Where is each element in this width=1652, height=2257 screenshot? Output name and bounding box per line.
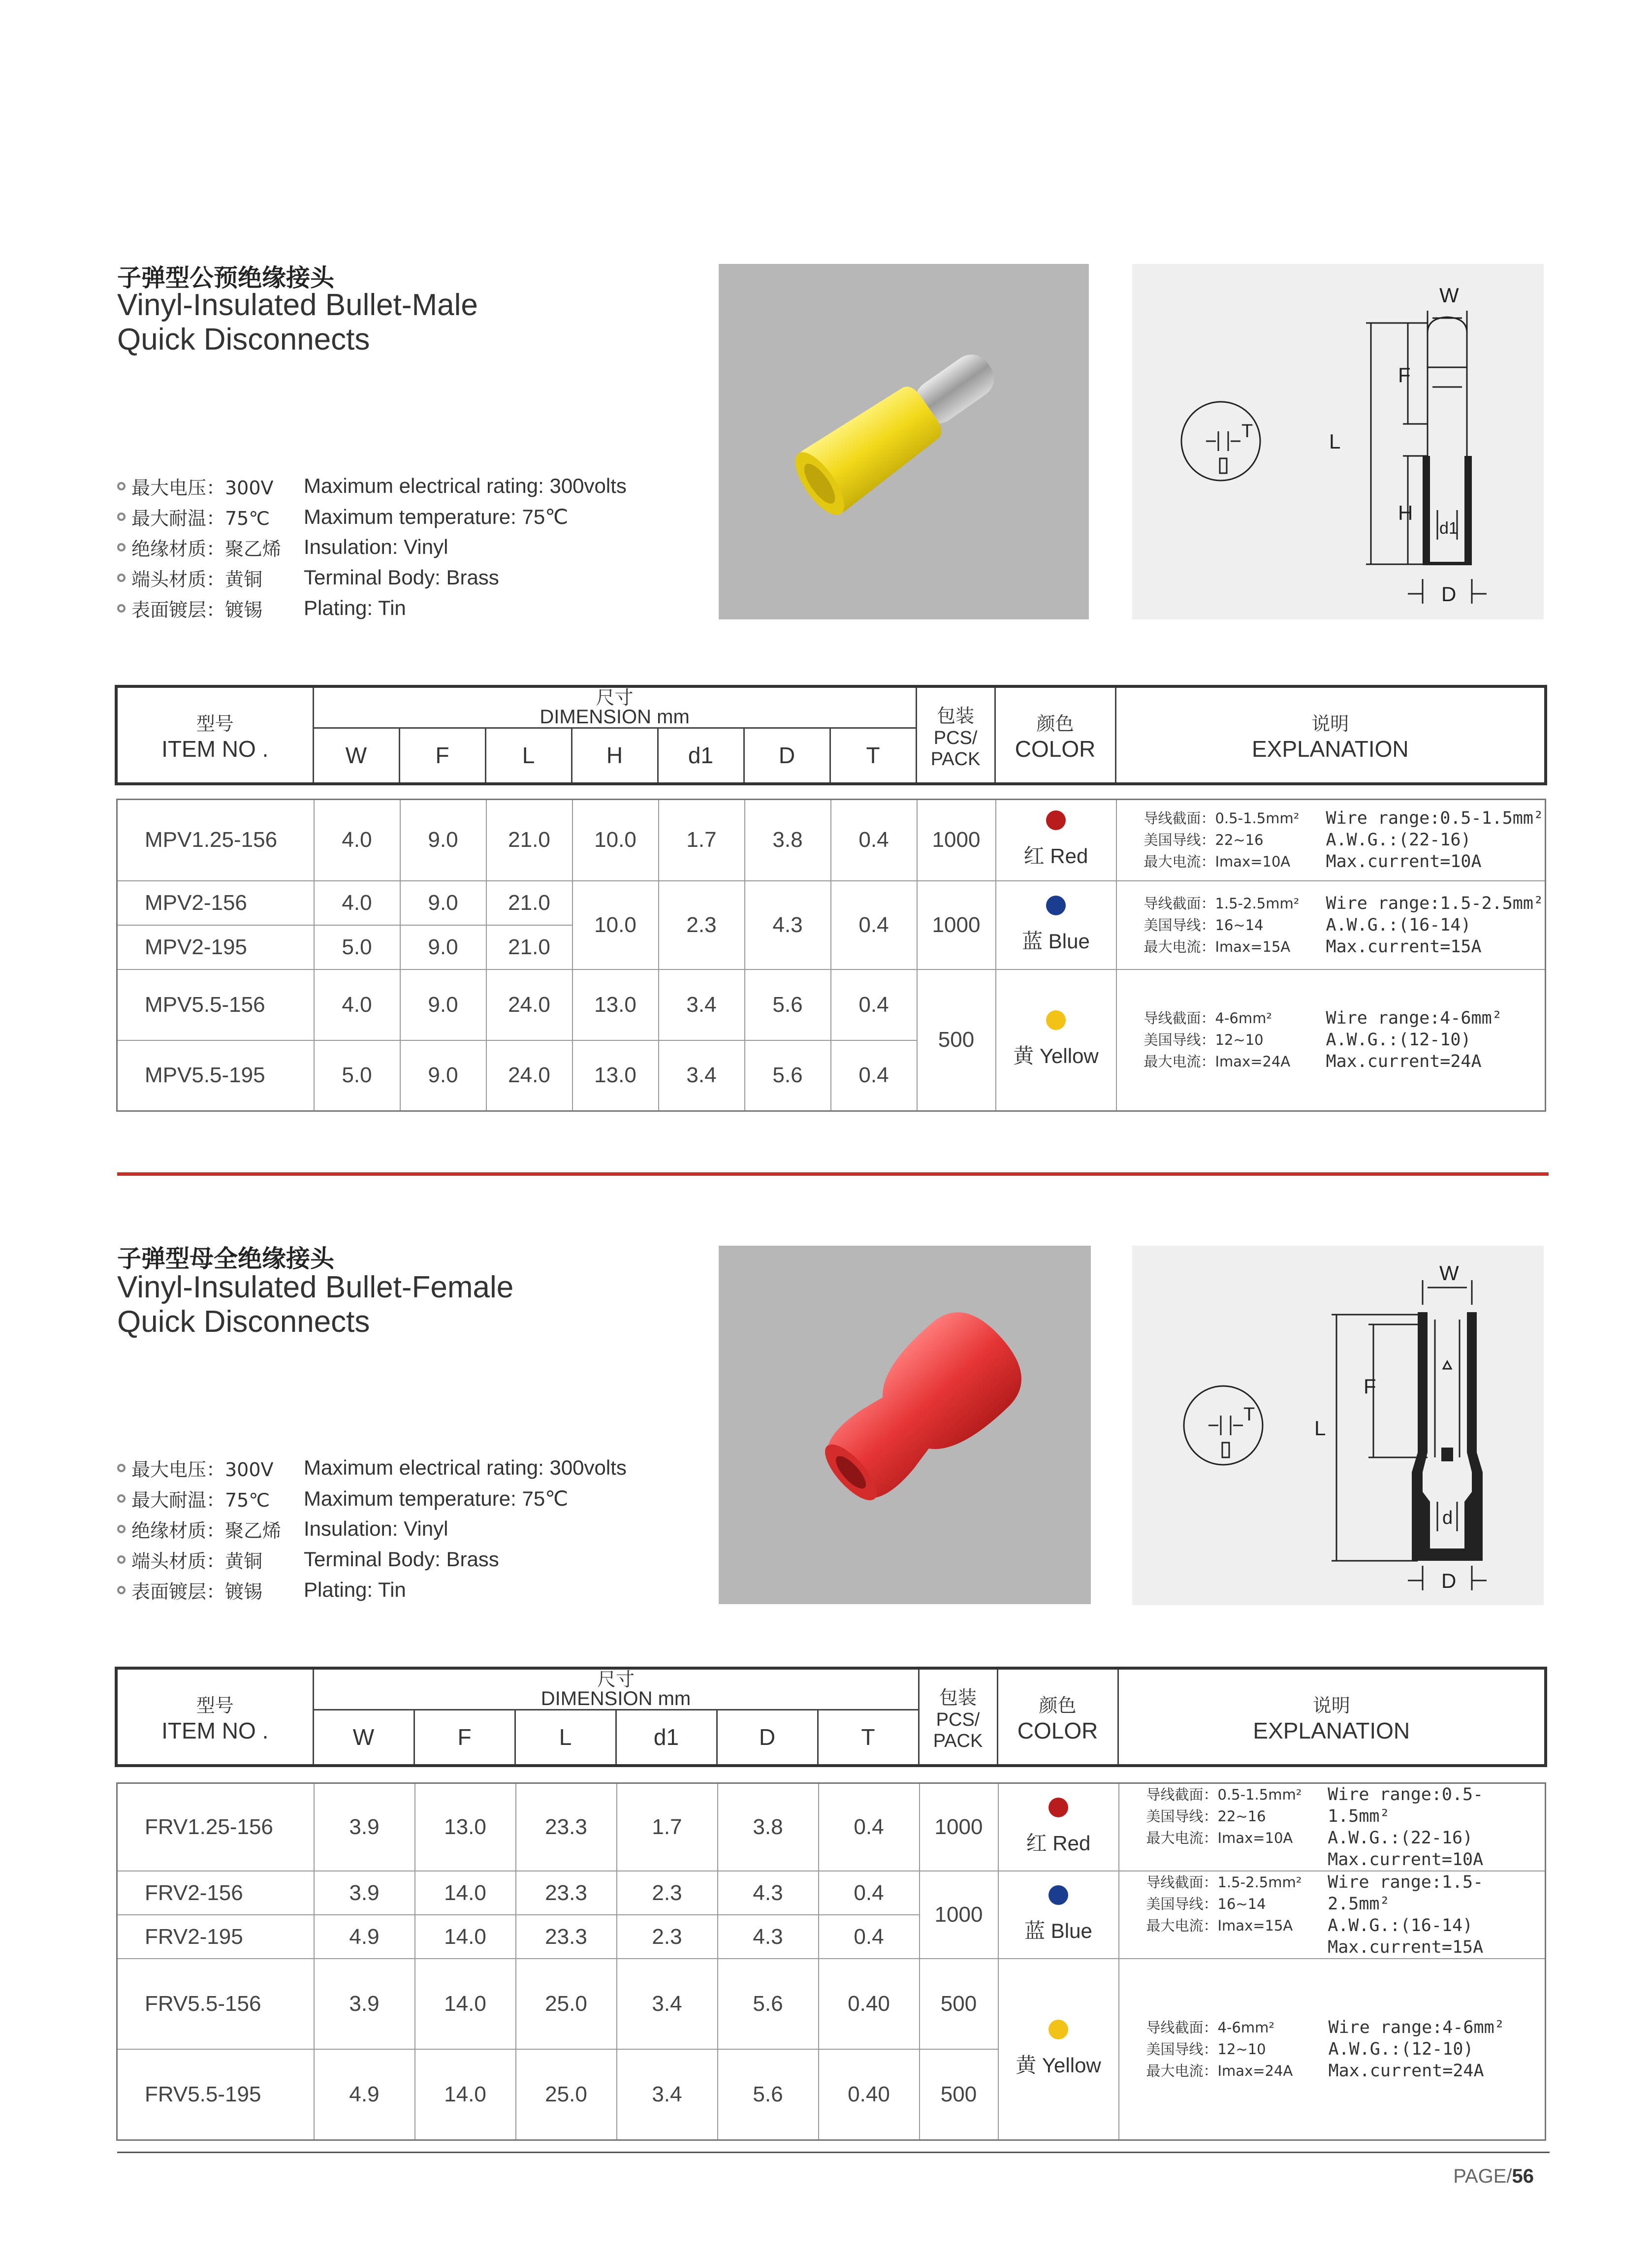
expl-en-line: Max.current=10A	[1328, 1850, 1484, 1870]
dim-label-t: T	[1243, 1404, 1255, 1425]
male-bullet-image	[719, 264, 1089, 619]
cell-f: 14.0	[415, 1915, 516, 1959]
dim-label-w: W	[1439, 284, 1459, 307]
cell-f: 9.0	[400, 800, 486, 881]
cell-pack: 1000	[920, 1871, 998, 1959]
cell-t: 0.40	[819, 1959, 920, 2049]
cell-item: MPV5.5-195	[117, 1040, 314, 1111]
header-expl-en: EXPLANATION	[1251, 736, 1409, 762]
header-explanation	[1115, 686, 1546, 784]
expl-cn-line: 美国导线：22~16	[1146, 1808, 1266, 1825]
male-bullet-product-photo	[719, 264, 1089, 619]
bullet-icon	[117, 604, 126, 613]
spec-item	[117, 471, 627, 501]
spec-item	[117, 1575, 627, 1605]
cell-w: 3.9	[314, 1959, 415, 2049]
spec-en: Maximum temperature: 75℃	[304, 1486, 569, 1510]
expl-cn-line: 最大电流：Imax=24A	[1146, 2062, 1293, 2079]
cell-f: 9.0	[400, 969, 486, 1040]
bullet-icon	[117, 482, 126, 490]
dim-label-d-inner: d	[1442, 1508, 1453, 1528]
yellow-color-dot	[1046, 1010, 1066, 1030]
cell-pack: 500	[917, 969, 996, 1111]
header-col-t: T	[830, 728, 916, 784]
cell-d1: 2.3	[617, 1915, 718, 1959]
header-item-no	[116, 1668, 313, 1766]
expl-en-line: Max.current=24A	[1328, 2061, 1484, 2081]
cell-d1: 2.3	[659, 881, 745, 969]
cell-l: 24.0	[486, 969, 572, 1040]
female-bullet-technical-drawing	[1132, 1246, 1544, 1605]
dimension-drawing-svg	[1132, 1246, 1544, 1605]
footer-divider	[117, 2152, 1550, 2153]
female-bullet-product-photo	[719, 1246, 1091, 1604]
cell-explanation	[1119, 1959, 1546, 2140]
cell-t: 0.40	[819, 2049, 920, 2140]
header-item-en: ITEM NO .	[161, 1717, 269, 1743]
color-name: 红 Red	[1026, 1832, 1091, 1855]
cell-d1: 1.7	[617, 1783, 718, 1871]
spec-en: Insulation: Vinyl	[304, 1517, 448, 1540]
spec-cn: 端头材质：黄铜	[131, 1550, 263, 1572]
cell-w: 4.9	[314, 1915, 415, 1959]
spec-item	[117, 532, 627, 562]
cell-w: 3.9	[314, 1871, 415, 1915]
female-bullet-image	[719, 1246, 1091, 1604]
expl-en-line: A.W.G.:(12-10)	[1328, 2039, 1474, 2059]
cell-t: 0.4	[831, 881, 917, 969]
cell-item: MPV1.25-156	[117, 800, 314, 881]
spec-en: Maximum temperature: 75℃	[304, 505, 569, 528]
spec-en: Maximum electrical rating: 300volts	[304, 1456, 627, 1479]
cell-f: 9.0	[400, 881, 486, 925]
header-dim-cn: 尺寸	[596, 686, 634, 709]
header-item-cn: 型号	[196, 712, 234, 735]
header-pack-cn: 包装	[939, 1686, 977, 1709]
cell-w: 4.9	[314, 2049, 415, 2140]
cell-l: 21.0	[486, 800, 572, 881]
spec-cn: 最大电压：300V	[131, 477, 274, 499]
expl-en-line: Max.current=24A	[1326, 1052, 1482, 1072]
red-color-dot	[1046, 810, 1066, 830]
blue-color-dot	[1046, 896, 1066, 915]
cell-h: 10.0	[572, 881, 659, 969]
dim-label-w: W	[1439, 1261, 1459, 1285]
bullet-icon	[117, 1586, 126, 1594]
expl-cn-line: 最大电流：Imax=10A	[1146, 1830, 1293, 1846]
header-dim-en: DIMENSION mm	[540, 1687, 691, 1709]
header-col-l: L	[515, 1709, 616, 1766]
cell-explanation	[1116, 881, 1546, 969]
bullet-icon	[117, 1464, 126, 1472]
header-item-cn: 型号	[196, 1694, 234, 1716]
cell-d: 5.6	[718, 2049, 819, 2140]
cell-w: 4.0	[314, 969, 400, 1040]
header-pack-en: PACK	[930, 748, 981, 770]
dim-label-d: D	[1441, 582, 1457, 606]
cell-f: 14.0	[415, 2049, 516, 2140]
cell-t: 0.4	[831, 969, 917, 1040]
expl-en-line: A.W.G.:(16-14)	[1328, 1916, 1473, 1935]
header-color-en: COLOR	[1017, 1717, 1098, 1743]
page-number	[1453, 2165, 1534, 2188]
header-explanation	[1118, 1668, 1546, 1766]
section-1-title-en-line1: Vinyl-Insulated Bullet-Male	[117, 288, 478, 322]
cell-d: 4.3	[718, 1915, 819, 1959]
cell-pack: 500	[920, 2049, 998, 2140]
color-name: 蓝 Blue	[1022, 929, 1090, 953]
header-col-d: D	[717, 1709, 818, 1766]
cell-f: 14.0	[415, 1959, 516, 2049]
expl-en-line: Wire range:0.5-1.5mm²	[1328, 1785, 1484, 1826]
spec-en: Insulation: Vinyl	[304, 535, 448, 558]
spec-item	[117, 1452, 627, 1483]
cell-f: 9.0	[400, 1040, 486, 1111]
header-dim-en: DIMENSION mm	[540, 706, 690, 728]
section-2-title-en-line1: Vinyl-Insulated Bullet-Female	[117, 1270, 514, 1304]
header-item-en: ITEM NO .	[161, 736, 269, 762]
header-expl-cn: 说明	[1312, 1694, 1350, 1716]
expl-cn-line: 导线截面：0.5-1.5mm²	[1144, 810, 1300, 827]
cell-item: FRV5.5-156	[117, 1959, 314, 2049]
spec-item	[117, 562, 627, 593]
header-pack	[916, 686, 995, 784]
cell-l: 25.0	[516, 1959, 617, 2049]
header-dimension	[313, 1668, 919, 1709]
section-1-spec-list	[117, 471, 627, 623]
header-col-h: H	[572, 728, 658, 784]
cell-pack: 1000	[917, 881, 996, 969]
expl-en-line: Wire range:4-6mm²	[1328, 2017, 1505, 2037]
expl-cn-line: 导线截面：4-6mm²	[1144, 1010, 1272, 1027]
cell-explanation	[1119, 1783, 1546, 1871]
spec-cn: 最大耐温：75℃	[131, 507, 270, 529]
spec-cn: 表面镀层：镀锡	[131, 599, 263, 621]
dim-label-d1: d1	[1439, 519, 1458, 538]
cell-l: 24.0	[486, 1040, 572, 1111]
color-name: 红 Red	[1023, 844, 1088, 868]
expl-en-line: A.W.G.:(12-10)	[1326, 1030, 1471, 1050]
dim-label-d: D	[1441, 1569, 1457, 1592]
header-pack-cn: 包装	[937, 705, 975, 727]
header-color	[995, 686, 1115, 784]
cell-w: 4.0	[314, 881, 400, 925]
male-bullet-technical-drawing	[1132, 264, 1544, 619]
bullet-icon	[117, 574, 126, 582]
expl-en-line: Wire range:4-6mm²	[1326, 1008, 1502, 1029]
expl-cn-line: 美国导线：12~10	[1146, 2040, 1266, 2058]
header-color	[997, 1668, 1118, 1766]
header-col-w: W	[313, 1709, 414, 1766]
cell-h: 10.0	[572, 800, 659, 881]
cell-item: FRV1.25-156	[117, 1783, 314, 1871]
spec-item	[117, 501, 627, 532]
cell-item: FRV2-156	[117, 1871, 314, 1915]
section-1-title-en-line2: Quick Disconnects	[117, 322, 370, 356]
spec-cn: 表面镀层：镀锡	[131, 1580, 263, 1603]
cell-color-red	[998, 1783, 1119, 1871]
cell-d: 5.6	[718, 1959, 819, 2049]
section-1-table-body	[116, 799, 1546, 1112]
yellow-color-dot	[1048, 2020, 1068, 2039]
spec-en: Terminal Body: Brass	[304, 1548, 499, 1571]
bullet-icon	[117, 513, 126, 521]
cell-item: MPV2-156	[117, 881, 314, 925]
cell-d: 5.6	[745, 969, 831, 1040]
spec-cn: 绝缘材质：聚乙烯	[131, 1519, 282, 1542]
spec-item	[117, 593, 627, 623]
spec-item	[117, 1514, 627, 1544]
table-row	[117, 800, 1546, 881]
cell-d1: 3.4	[659, 1040, 745, 1111]
header-dimension	[313, 686, 916, 728]
bullet-icon	[117, 1555, 126, 1564]
spec-cn: 绝缘材质：聚乙烯	[131, 538, 282, 560]
header-col-d: D	[744, 728, 830, 784]
expl-cn-line: 最大电流：Imax=15A	[1146, 1917, 1293, 1934]
expl-cn-line: 导线截面：0.5-1.5mm²	[1146, 1786, 1302, 1803]
cell-f: 14.0	[415, 1871, 516, 1915]
cell-explanation	[1116, 800, 1546, 881]
header-expl-en: EXPLANATION	[1253, 1717, 1410, 1743]
cell-item: FRV5.5-195	[117, 2049, 314, 2140]
header-dim-cn: 尺寸	[597, 1668, 635, 1690]
expl-en-line: Wire range:0.5-1.5mm²	[1326, 808, 1544, 829]
expl-cn-line: 导线截面：4-6mm²	[1146, 2019, 1274, 2036]
cell-w: 4.0	[314, 800, 400, 881]
cell-d: 4.3	[745, 881, 831, 969]
cell-l: 23.3	[516, 1783, 617, 1871]
header-expl-cn: 说明	[1311, 712, 1349, 735]
expl-cn-line: 美国导线：16~14	[1146, 1896, 1266, 1912]
expl-cn-line: 最大电流：Imax=15A	[1144, 938, 1291, 955]
dim-label-l: L	[1329, 430, 1341, 453]
expl-en-line: Max.current=15A	[1326, 936, 1482, 957]
table-row	[117, 1783, 1546, 1871]
expl-en-line: Wire range:1.5-2.5mm²	[1326, 893, 1544, 913]
expl-en-line: Max.current=10A	[1326, 852, 1482, 872]
cell-l: 23.3	[516, 1871, 617, 1915]
section-1-title-cn: 子弹型公预绝缘接头	[117, 264, 335, 292]
expl-en-line: A.W.G.:(16-14)	[1326, 915, 1471, 935]
cell-d1: 2.3	[617, 1871, 718, 1915]
cell-d1: 3.4	[617, 1959, 718, 2049]
cell-explanation	[1116, 969, 1546, 1111]
table-row	[117, 969, 1546, 1040]
color-name: 黄 Yellow	[1016, 2053, 1101, 2077]
cell-l: 21.0	[486, 881, 572, 925]
dim-label-f: F	[1398, 363, 1411, 387]
cell-color-yellow	[996, 969, 1116, 1111]
cell-color-blue	[996, 881, 1116, 969]
cell-color-yellow	[998, 1959, 1119, 2140]
cell-item: MPV5.5-156	[117, 969, 314, 1040]
header-col-w: W	[313, 728, 399, 784]
cell-w: 5.0	[314, 925, 400, 969]
section-2-table-body	[116, 1782, 1546, 2141]
expl-cn-line: 导线截面：1.5-2.5mm²	[1146, 1874, 1302, 1891]
expl-cn-line: 美国导线：22~16	[1144, 832, 1264, 849]
header-col-d1: d1	[616, 1709, 717, 1766]
spec-cn: 最大耐温：75℃	[131, 1489, 270, 1511]
dimension-drawing-svg	[1132, 264, 1544, 619]
cell-d1: 1.7	[659, 800, 745, 881]
expl-cn-line: 最大电流：Imax=10A	[1144, 853, 1291, 871]
dim-label-h: H	[1398, 501, 1413, 524]
spec-en: Plating: Tin	[304, 596, 406, 619]
cell-color-red	[996, 800, 1116, 881]
spec-cn: 端头材质：黄铜	[131, 568, 263, 590]
header-col-t: T	[818, 1709, 919, 1766]
table-row	[117, 1871, 1546, 1915]
expl-cn-line: 美国导线：16~14	[1144, 916, 1264, 934]
section-1-table-header	[115, 685, 1547, 785]
section-2-spec-list	[117, 1452, 627, 1605]
header-col-f: F	[414, 1709, 515, 1766]
expl-cn-line: 最大电流：Imax=24A	[1144, 1053, 1291, 1070]
spec-cn: 最大电压：300V	[131, 1458, 274, 1481]
cell-h: 13.0	[572, 969, 659, 1040]
cell-w: 3.9	[314, 1783, 415, 1871]
expl-en-line: Max.current=15A	[1328, 1937, 1484, 1957]
section-divider	[117, 1172, 1549, 1176]
cell-explanation	[1119, 1871, 1546, 1959]
expl-en-line: Wire range:1.5-2.5mm²	[1328, 1872, 1484, 1914]
bullet-icon	[117, 543, 126, 551]
spec-en: Plating: Tin	[304, 1578, 406, 1601]
cell-d1: 3.4	[659, 969, 745, 1040]
cell-pack: 500	[920, 1959, 998, 2049]
cell-d: 4.3	[718, 1871, 819, 1915]
section-2-title-cn: 子弹型母全绝缘接头	[117, 1245, 335, 1273]
header-pack-en: PACK	[933, 1730, 983, 1751]
cell-t: 0.4	[819, 1783, 920, 1871]
cell-f: 13.0	[415, 1783, 516, 1871]
expl-en-line: A.W.G.:(22-16)	[1326, 830, 1471, 850]
section-2-title-en-line2: Quick Disconnects	[117, 1305, 370, 1339]
dim-label-l: L	[1314, 1417, 1326, 1440]
header-color-en: COLOR	[1015, 736, 1096, 762]
cell-d: 5.6	[745, 1040, 831, 1111]
header-col-f: F	[399, 728, 485, 784]
spec-en: Maximum electrical rating: 300volts	[304, 474, 627, 497]
expl-cn-line: 导线截面：1.5-2.5mm²	[1144, 895, 1300, 912]
header-pack	[919, 1668, 997, 1766]
header-pack-pcs: PCS/	[933, 727, 978, 748]
dim-label-f: F	[1364, 1375, 1376, 1398]
cell-w: 5.0	[314, 1040, 400, 1111]
cell-pack: 1000	[920, 1783, 998, 1871]
cell-t: 0.4	[819, 1915, 920, 1959]
table-row	[117, 1959, 1546, 2049]
cell-d: 3.8	[718, 1783, 819, 1871]
cell-h: 13.0	[572, 1040, 659, 1111]
cell-color-blue	[998, 1871, 1119, 1959]
cell-d: 3.8	[745, 800, 831, 881]
spec-en: Terminal Body: Brass	[304, 566, 499, 589]
red-color-dot	[1048, 1798, 1068, 1817]
page-label: PAGE/	[1453, 2165, 1512, 2187]
cell-l: 21.0	[486, 925, 572, 969]
dim-label-t: T	[1241, 421, 1253, 442]
header-col-l: L	[485, 728, 572, 784]
table-row	[117, 881, 1546, 925]
cell-t: 0.4	[831, 800, 917, 881]
cell-item: MPV2-195	[117, 925, 314, 969]
bullet-icon	[117, 1525, 126, 1533]
cell-d1: 3.4	[617, 2049, 718, 2140]
cell-f: 9.0	[400, 925, 486, 969]
color-name: 蓝 Blue	[1024, 1919, 1092, 1942]
header-item-no	[116, 686, 313, 784]
cell-l: 23.3	[516, 1915, 617, 1959]
cell-t: 0.4	[819, 1871, 920, 1915]
header-color-cn: 颜色	[1036, 712, 1074, 735]
page-number-value: 56	[1512, 2165, 1534, 2187]
header-col-d1: d1	[658, 728, 744, 784]
expl-cn-line: 美国导线：12~10	[1144, 1032, 1264, 1049]
spec-item	[117, 1483, 627, 1514]
cell-pack: 1000	[917, 800, 996, 881]
header-pack-pcs: PCS/	[936, 1709, 980, 1730]
cell-item: FRV2-195	[117, 1915, 314, 1959]
cell-t: 0.4	[831, 1040, 917, 1111]
expl-en-line: A.W.G.:(22-16)	[1328, 1828, 1473, 1848]
cell-l: 25.0	[516, 2049, 617, 2140]
spec-item	[117, 1544, 627, 1575]
header-color-cn: 颜色	[1039, 1694, 1077, 1716]
bullet-icon	[117, 1494, 126, 1503]
blue-color-dot	[1048, 1885, 1068, 1905]
color-name: 黄 Yellow	[1013, 1044, 1099, 1068]
section-2-table-header	[115, 1667, 1547, 1767]
